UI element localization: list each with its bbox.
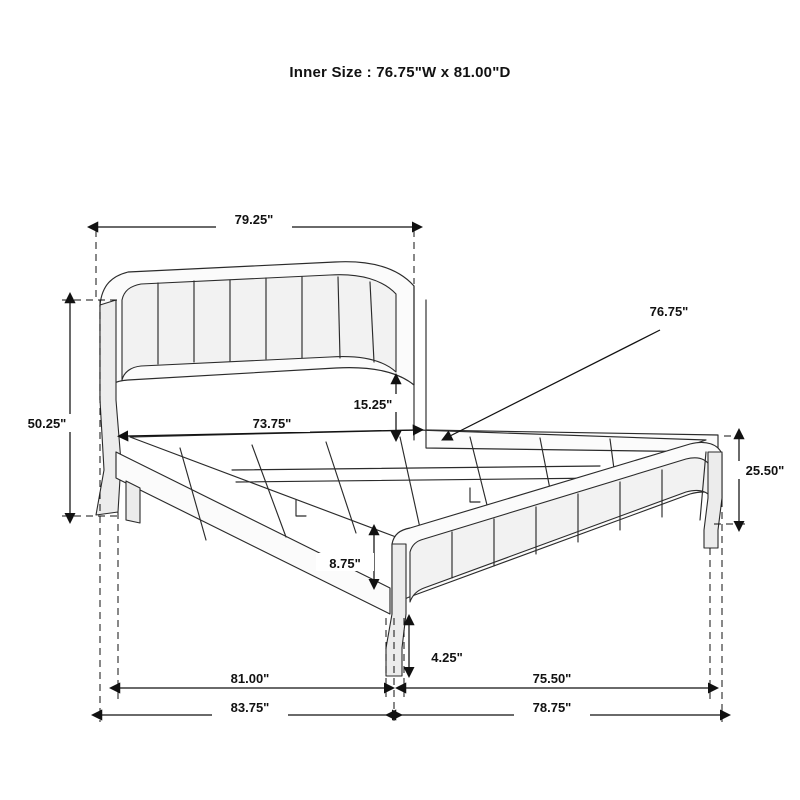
- slat-4: [400, 437, 420, 528]
- dimension-label-overall-length-right: 78.75": [532, 700, 572, 715]
- dimension-footboard-depth: [405, 669, 709, 688]
- dimension-label-overall-length-left: 83.75": [230, 700, 270, 715]
- dimension-overall-length-left: [101, 698, 393, 716]
- dimension-label-inner-width: 76.75": [649, 304, 689, 319]
- dimension-label-slat-clearance: 8.75": [329, 556, 361, 571]
- dimension-label-platform-width: 73.75": [252, 416, 292, 431]
- dimension-label-footboard-depth: 75.50": [532, 671, 572, 686]
- left-rail-foot: [126, 481, 140, 523]
- dimension-inner-width-callout: [450, 304, 688, 436]
- dimension-overall-length-right: [395, 698, 721, 716]
- dimension-label-headboard-panel-height: 15.25": [353, 397, 393, 412]
- headboard-right-post: [414, 286, 426, 440]
- left-side-rail: [116, 452, 390, 614]
- dimension-label-inner-length: 81.00": [230, 671, 270, 686]
- slat-support-foot-2: [470, 488, 480, 502]
- bed-illustration: [96, 262, 722, 676]
- dimension-platform-width: [127, 414, 414, 436]
- dimension-label-headboard-width: 79.25": [234, 212, 274, 227]
- dimension-footboard-height: [714, 436, 796, 524]
- dimension-inner-length: [119, 669, 385, 688]
- page-title: Inner Size : 76.75"W x 81.00"D: [289, 64, 511, 81]
- dimension-label-overall-height: 50.25": [27, 416, 67, 431]
- dimension-headboard-panel-height: [337, 383, 407, 432]
- dimension-label-rail-thickness: 4.25": [431, 650, 463, 665]
- dimension-rail-thickness: [409, 624, 476, 668]
- dimension-label-footboard-height: 25.50": [745, 463, 785, 478]
- slat-3: [326, 442, 356, 533]
